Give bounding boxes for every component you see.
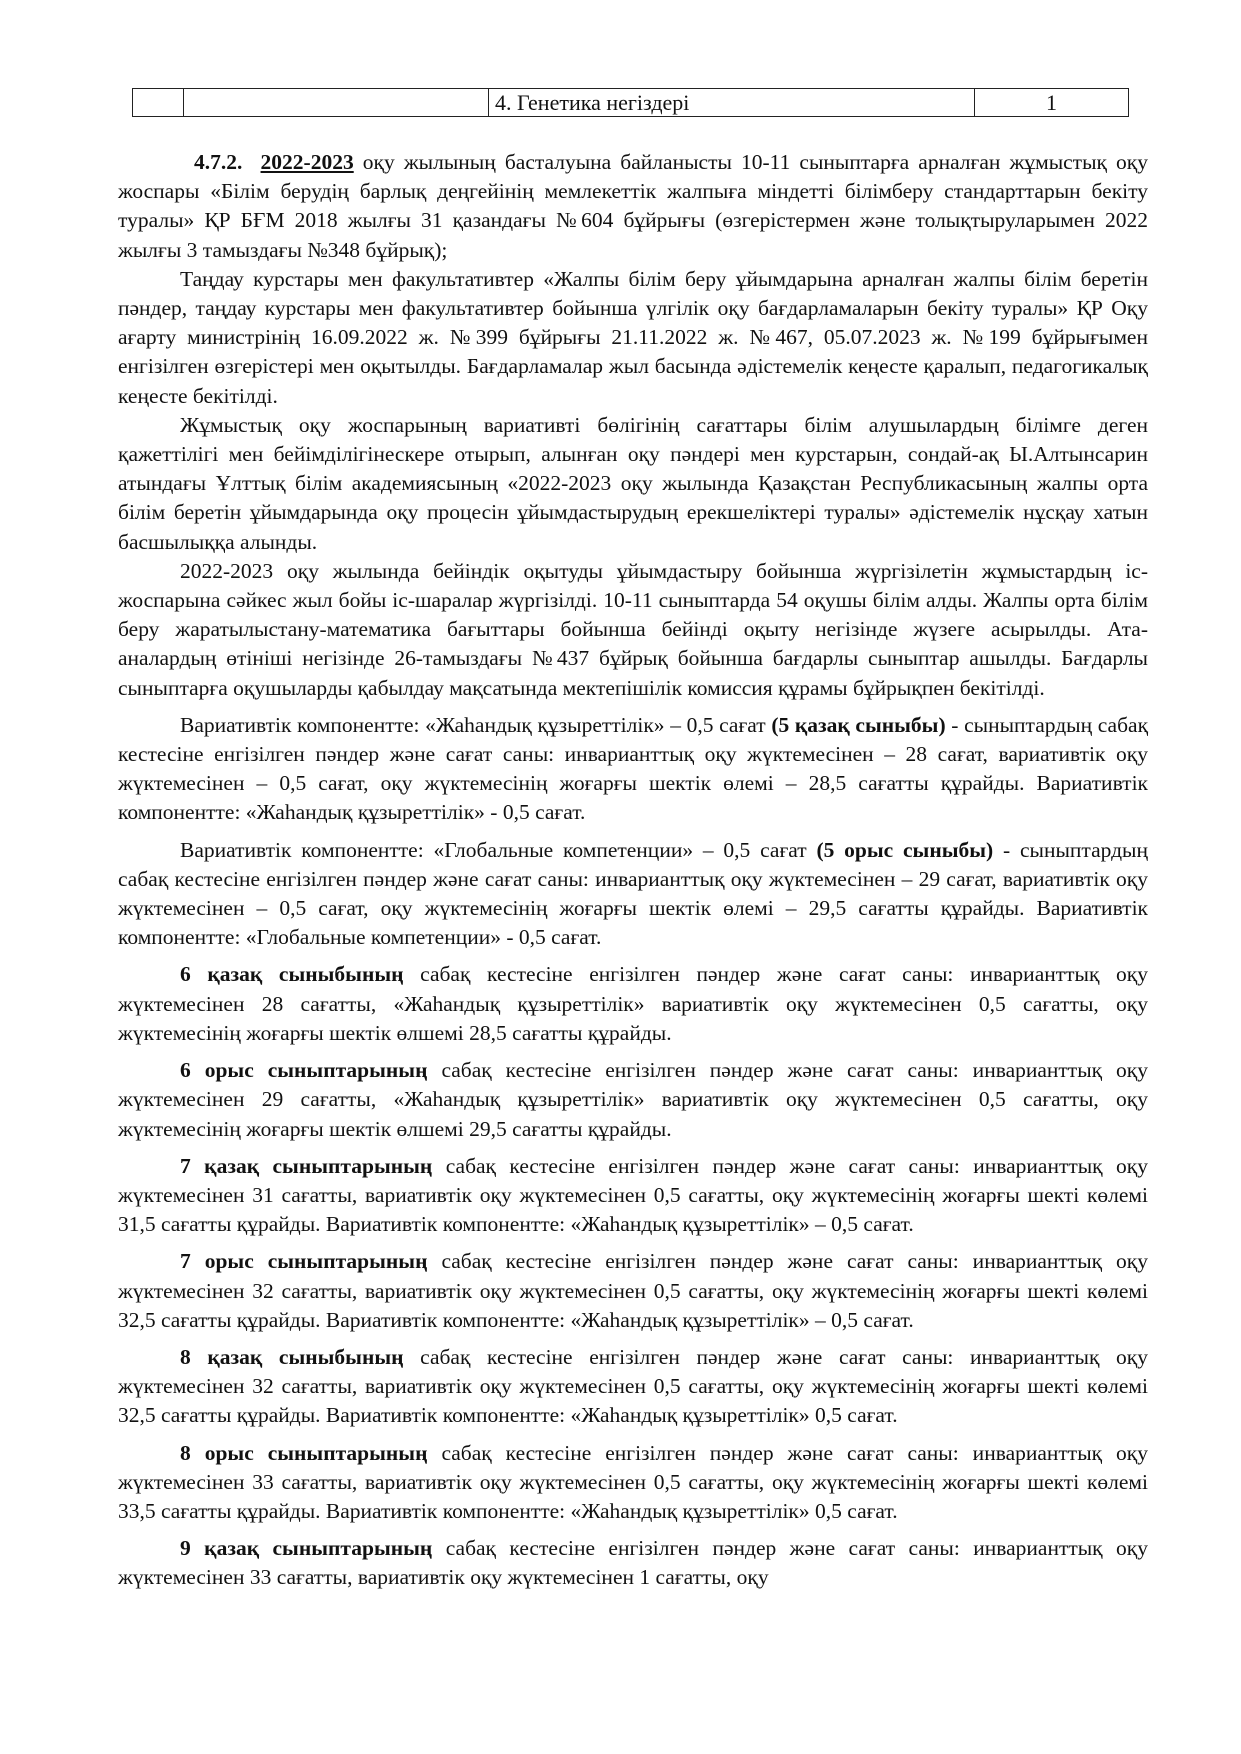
document-body [118, 148, 1148, 1593]
paragraph-text: сабақ кестесіне енгізілген пәндер және сағат саны: инварианттық оқу жүктемесінен 32 сағатты, вариативтік оқу жүктемесінен 0,5 сағатты, оқу жүктемесінің жоғарғы шекті көлемі 32,5 сағатты құрайды. Вариативтік компонентте: «Жаһандық құзыреттілік» – 0,5 сағат. [118, 1249, 1148, 1332]
class-label: (5 қазақ сыныбы) [771, 712, 946, 737]
paragraph-text: сабақ кестесіне енгізілген пәндер және сағат саны: инварианттық оқу жүктемесінен 32 сағатты, вариативтік оқу жүктемесінен 0,5 сағатты, оқу жүктемесінің жоғарғы шекті көлемі 32,5 сағатты құрайды. Вариативтік компонентте: «Жаһандық құзыреттілік» 0,5 сағат. [118, 1344, 1148, 1428]
paragraph-text: - сыныптардың сабақ кестесіне енгізілген пәндер және сағат саны: инварианттық оқу жүктемесінен – 28 сағат, вариативтік оқу жүктемесінен – 0,5 сағат, оқу жүктемесінің жоғарғы шектік өлемі – 28,5 сағатты құрайды. Вариативтік компонентте: «Жаһандық құзыреттілік» - 0,5 сағат. [118, 712, 1149, 825]
class-label: 7 қазақ сыныптарының [180, 1153, 433, 1178]
paragraph-grade7-kazakh [118, 1152, 1148, 1240]
section-number: 4.7.2. [194, 150, 243, 174]
table-cell-topic: 4. Генетика негіздері [489, 89, 975, 117]
paragraph-grade5-kazakh [118, 711, 1148, 828]
class-label: (5 орыс сыныбы) [816, 837, 994, 862]
table-cell-number [133, 89, 184, 117]
paragraph-text: сабақ кестесіне енгізілген пәндер және сағат саны: инварианттық оқу жүктемесінен 31 сағатты, вариативтік оқу жүктемесінен 0,5 сағатты, оқу жүктемесінің жоғарғы шекті көлемі 31,5 сағатты құрайды. Вариативтік компонентте: «Жаһандық құзыреттілік» – 0,5 сағат. [118, 1153, 1149, 1237]
paragraph-variative: Жұмыстық оқу жоспарының вариативті бөлігінің сағаттары білім алушылардың білімге деген қажеттілігі мен бейімділігінескере отырып, алынған оқу пәндері мен курстарын, сондай-ақ Ы.Алтынсарин атындағы Ұлттық білім академиясының «2022-2023 оқу жылында Қазақстан Республикасының жалпы орта білім беретін ұйымдарында оқу процесін ұйымдастырудың ерекшеліктері туралы» әдістемелік нұсқау хатын басшылыққа алынды. [118, 412, 1148, 554]
paragraph-grade8-russian [118, 1439, 1148, 1527]
class-label: 7 орыс сыныптарының [180, 1249, 428, 1274]
paragraph-text: сабақ кестесіне енгізілген пәндер және сағат саны: инварианттық оқу жүктемесінен 33 сағатты, вариативтік оқу жүктемесінен 0,5 сағатты, оқу жүктемесінің жоғарғы шекті көлемі 33,5 сағатты құрайды. Вариативтік компонентте: «Жаһандық құзыреттілік» 0,5 сағат. [118, 1440, 1148, 1523]
paragraph-text: сабақ кестесіне енгізілген пәндер және сағат саны: инварианттық оқу жүктемесінен 33 сағатты, вариативтік оқу жүктемесінен 1 сағатты, оқу [118, 1536, 1149, 1590]
table-cell-empty [184, 89, 489, 117]
paragraph-grade6-kazakh [118, 960, 1148, 1048]
table-row [133, 89, 1129, 117]
paragraph-grade6-russian [118, 1056, 1148, 1144]
academic-year: 2022-2023 [260, 150, 354, 174]
class-label: 8 қазақ сыныбының [180, 1344, 404, 1369]
paragraph-text: оқу жылының басталуына байланысты 10-11 сыныптарға арналған жұмыстық оқу жоспары «Білім берудің барлық деңгейінің мемлекеттік жалпыға міндетті білімберу стандарттарын бекіту туралы» ҚР БҒМ 2018 жылғы 31 қазандағы №604 бұйрығы (өзгерістермен және толықтыруларымен 2022 жылғы 3 тамыздағы №348 бұйрық); [118, 150, 1148, 262]
paragraph-grade9-kazakh [118, 1534, 1148, 1592]
class-label: 6 орыс сыныптарының [180, 1058, 428, 1083]
class-label: 8 орыс сыныптарының [180, 1440, 428, 1465]
paragraph-text: - сыныптардың сабақ кестесіне енгізілген пәндер және сағат саны: инварианттық оқу жүктемесінен – 29 сағат, вариативтік оқу жүктемесінен – 0,5 сағат, оқу жүктемесінің жоғарғы шектік өлемі – 29,5 сағатты құрайды. Вариативтік компонентте: «Глобальные компетенции» - 0,5 сағат. [118, 837, 1148, 950]
table-cell-hours: 1 [975, 89, 1129, 117]
class-label: 9 қазақ сыныптарының [180, 1536, 433, 1561]
paragraph-curriculum [118, 148, 1148, 265]
paragraph-intro: Вариативтік компонентте: «Жаһандық құзыреттілік» – 0,5 сағат [180, 712, 772, 737]
paragraph-grade5-russian [118, 836, 1148, 953]
paragraph-electives: Таңдау курстары мен факультативтер «Жалпы білім беру ұйымдарына арналған жалпы білім беретін пәндер, таңдау курстары мен факультативтер бойынша үлгілік оқу бағдарламаларын бекіту туралы» ҚР Оқу ағарту министрінің 16.09.2022 ж. №399 бұйрығы 21.11.2022 ж. №467, 05.07.2023 ж. №199 бұйрығымен енгізілген өзгерістері мен оқытылды. Бағдарламалар жыл басында әдістемелік кеңесте қаралып, педагогикалық кеңесте бекітілді. [118, 266, 1148, 408]
paragraph-profile-training: 2022-2023 оқу жылында бейіндік оқытуды ұйымдастыру бойынша жүргізілетін жұмыстардың іс-жоспарына сәйкес жыл бойы іс-шаралар жүргізілді. 10-11 сыныптарда 54 оқушы білім алды. Жалпы орта білім беру жаратылыстану-математика бағыттары бойынша бейінді оқыту негізінде жүзеге асырылды. Ата-аналардың өтініші негізінде 26-тамыздағы №437 бұйрық бойынша бағдарлы сыныптар ашылды. Бағдарлы сыныптарға оқушыларды қабылдау мақсатында мектепішілік комиссия құрамы бұйрықпен бекітілді. [118, 558, 1148, 700]
paragraph-grade8-kazakh [118, 1343, 1148, 1431]
class-label: 6 қазақ сыныбының [180, 962, 404, 987]
paragraph-text: сабақ кестесіне енгізілген пәндер және сағат саны: инварианттық оқу жүктемесінен 29 сағатты, «Жаһандық құзыреттілік» вариативтік оқу жүктемесінен 0,5 сағатты, оқу жүктемесінің жоғарғы шектік өлшемі 29,5 сағатты құрайды. [118, 1058, 1148, 1141]
subject-table [132, 88, 1129, 117]
paragraph-intro: Вариативтік компонентте: «Глобальные компетенции» – 0,5 сағат [180, 837, 817, 862]
paragraph-grade7-russian [118, 1247, 1148, 1335]
paragraph-text: сабақ кестесіне енгізілген пәндер және сағат саны: инварианттық оқу жүктемесінен 28 сағатты, «Жаһандық құзыреттілік» вариативтік оқу жүктемесінен 0,5 сағатты, оқу жүктемесінің жоғарғы шектік өлшемі 28,5 сағатты құрайды. [118, 962, 1148, 1045]
